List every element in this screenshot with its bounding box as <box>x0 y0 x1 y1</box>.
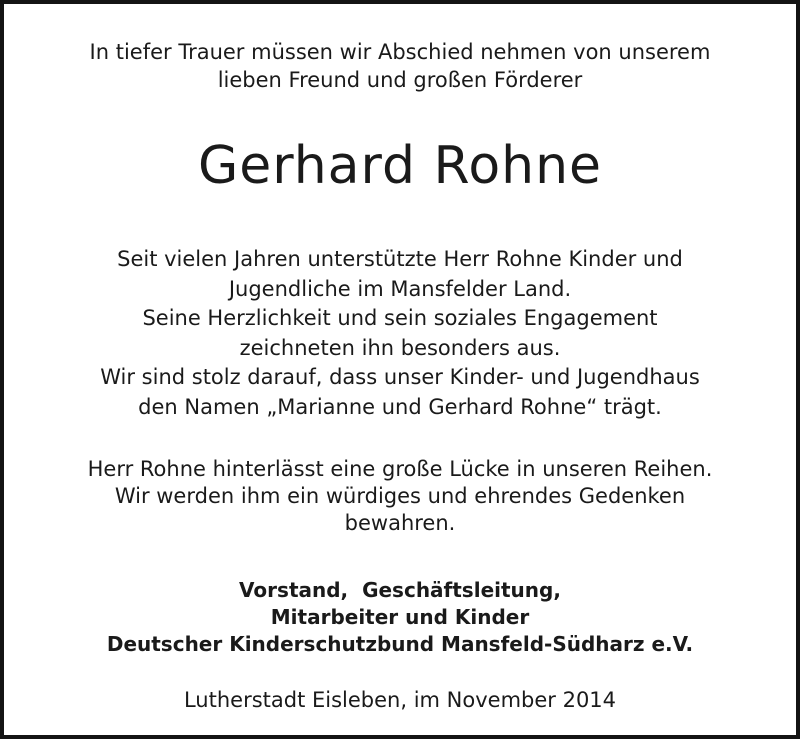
tribute-line: Seit vielen Jahren unterstützte Herr Rohne Kinder und <box>117 247 683 271</box>
signers-line: Vorstand, Geschäftsleitung, <box>239 578 561 602</box>
signers-block <box>4 577 796 658</box>
deceased-name: Gerhard Rohne <box>197 136 603 196</box>
place-and-date: Lutherstadt Eisleben, im November 2014 <box>183 688 617 712</box>
signers-line: Deutscher Kinderschutzbund Mansfeld-Südharz e.V. <box>106 632 694 656</box>
tribute-line: zeichneten ihn besonders aus. <box>239 335 561 360</box>
intro-line: In tiefer Trauer müssen wir Abschied nehmen von unserem <box>89 40 711 64</box>
intro-line: lieben Freund und großen Förderer <box>217 68 583 92</box>
intro-text <box>4 38 796 94</box>
tribute-line: den Namen „Marianne und Gerhard Rohne“ trägt. <box>138 394 662 419</box>
remembrance-paragraph <box>4 456 796 537</box>
tribute-line: Wir sind stolz darauf, dass unser Kinder- und Jugendhaus <box>100 365 700 389</box>
tribute-paragraph <box>4 245 796 422</box>
tribute-line: Seine Herzlichkeit und sein soziales Engagement <box>142 306 658 330</box>
remembrance-line: Wir werden ihm ein würdiges und ehrendes Gedenken <box>114 484 686 508</box>
remembrance-line: Herr Rohne hinterlässt eine große Lücke in unseren Reihen. <box>87 457 713 481</box>
remembrance-line: bewahren. <box>344 511 456 535</box>
signers-line: Mitarbeiter und Kinder <box>270 605 530 629</box>
tribute-line: Jugendliche im Mansfelder Land. <box>228 276 572 301</box>
